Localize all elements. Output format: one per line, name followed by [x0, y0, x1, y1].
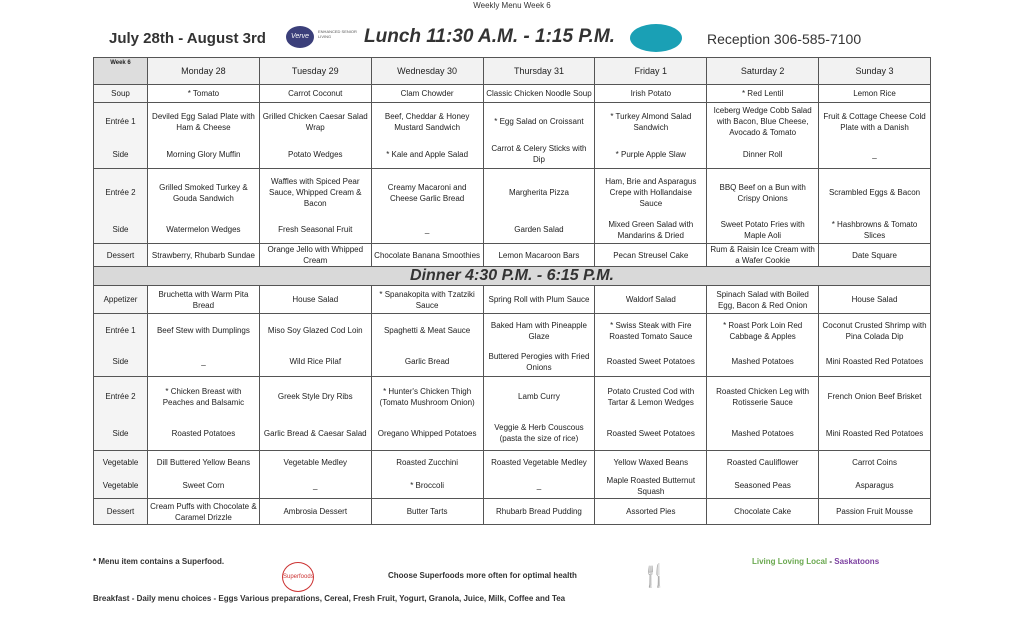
dinner-hours: Dinner 4:30 P.M. - 6:15 P.M.: [94, 267, 931, 286]
superfood-tagline: Choose Superfoods more often for optimal health: [388, 571, 577, 580]
menu-cell: Carrot Coconut: [259, 85, 371, 103]
menu-cell: House Salad: [259, 286, 371, 314]
row-label: Vegetable: [94, 474, 148, 499]
lunch-hours: Lunch 11:30 A.M. - 1:15 P.M.: [364, 26, 615, 47]
menu-cell: _: [819, 141, 931, 169]
menu-cell: Vegetable Medley: [259, 451, 371, 474]
menu-cell: Margherita Pizza: [483, 169, 595, 217]
menu-cell: Fruit & Cottage Cheese Cold Plate with a Danish: [819, 103, 931, 141]
fork-knife-icon: 🍴: [641, 563, 669, 588]
day-header: Sunday 3: [819, 58, 931, 85]
menu-row: [94, 141, 931, 169]
menu-cell: Roasted Vegetable Medley: [483, 451, 595, 474]
row-label: Entrée 2: [94, 169, 148, 217]
menu-cell: Assorted Pies: [595, 499, 707, 525]
menu-row: [94, 244, 931, 267]
day-header: Friday 1: [595, 58, 707, 85]
menu-cell: Strawberry, Rhubarb Sundae: [148, 244, 260, 267]
menu-cell: * Purple Apple Slaw: [595, 141, 707, 169]
date-range: July 28th - August 3rd: [109, 30, 266, 47]
menu-cell: * Roast Pork Loin Red Cabbage & Apples: [707, 314, 819, 348]
menu-row: [94, 451, 931, 474]
menu-cell: * Egg Salad on Croissant: [483, 103, 595, 141]
menu-cell: Asparagus: [819, 474, 931, 499]
residence-logo: [630, 24, 682, 52]
row-label: Entrée 1: [94, 103, 148, 141]
living-local-label: Living Loving Local: [752, 557, 828, 566]
menu-cell: Deviled Egg Salad Plate with Ham & Cheese: [148, 103, 260, 141]
menu-cell: * Hashbrowns & Tomato Slices: [819, 217, 931, 244]
menu-cell: French Onion Beef Brisket: [819, 377, 931, 417]
menu-cell: * Swiss Steak with Fire Roasted Tomato Sauce: [595, 314, 707, 348]
menu-cell: Scrambled Eggs & Bacon: [819, 169, 931, 217]
menu-cell: Ambrosia Dessert: [259, 499, 371, 525]
menu-cell: Lamb Curry: [483, 377, 595, 417]
menu-cell: Yellow Waxed Beans: [595, 451, 707, 474]
menu-cell: Beef Stew with Dumplings: [148, 314, 260, 348]
menu-cell: Greek Style Dry Ribs: [259, 377, 371, 417]
menu-cell: Fresh Seasonal Fruit: [259, 217, 371, 244]
superfood-note: * Menu item contains a Superfood.: [93, 557, 225, 566]
lunch-section: [94, 85, 931, 267]
menu-cell: Garlic Bread & Caesar Salad: [259, 417, 371, 451]
row-label: Appetizer: [94, 286, 148, 314]
menu-cell: Roasted Sweet Potatoes: [595, 417, 707, 451]
superfoods-logo: Superfoods: [282, 562, 314, 592]
row-label: Dessert: [94, 244, 148, 267]
menu-cell: Roasted Chicken Leg with Rotisserie Sauce: [707, 377, 819, 417]
menu-cell: Wild Rice Pilaf: [259, 348, 371, 377]
menu-cell: _: [483, 474, 595, 499]
menu-cell: Roasted Sweet Potatoes: [595, 348, 707, 377]
menu-cell: Morning Glory Muffin: [148, 141, 260, 169]
menu-cell: Grilled Chicken Caesar Salad Wrap: [259, 103, 371, 141]
menu-cell: Coconut Crusted Shrimp with Pina Colada Dip: [819, 314, 931, 348]
menu-cell: Baked Ham with Pineapple Glaze: [483, 314, 595, 348]
week-label: Week 6: [94, 58, 148, 85]
menu-cell: Spring Roll with Plum Sauce: [483, 286, 595, 314]
menu-cell: Seasoned Peas: [707, 474, 819, 499]
menu-cell: Carrot & Celery Sticks with Dip: [483, 141, 595, 169]
menu-cell: Date Square: [819, 244, 931, 267]
row-label: Entrée 1: [94, 314, 148, 348]
menu-row: [94, 286, 931, 314]
menu-row: [94, 314, 931, 348]
menu-cell: * Chicken Breast with Peaches and Balsamic: [148, 377, 260, 417]
menu-cell: Roasted Potatoes: [148, 417, 260, 451]
menu-cell: Creamy Macaroni and Cheese Garlic Bread: [371, 169, 483, 217]
menu-cell: Beef, Cheddar & Honey Mustard Sandwich: [371, 103, 483, 141]
menu-cell: Passion Fruit Mousse: [819, 499, 931, 525]
day-header: Saturday 2: [707, 58, 819, 85]
menu-cell: Garlic Bread: [371, 348, 483, 377]
menu-cell: Roasted Zucchini: [371, 451, 483, 474]
menu-cell: Lemon Rice: [819, 85, 931, 103]
verve-logo: Verve: [286, 26, 314, 48]
day-header-row: [94, 58, 931, 85]
menu-row: [94, 103, 931, 141]
day-header: Thursday 31: [483, 58, 595, 85]
row-label: Side: [94, 348, 148, 377]
menu-row: [94, 499, 931, 525]
menu-cell: Waffles with Spiced Pear Sauce, Whipped Cream & Bacon: [259, 169, 371, 217]
row-label: Side: [94, 217, 148, 244]
menu-cell: Sweet Potato Fries with Maple Aoli: [707, 217, 819, 244]
day-header: Wednesday 30: [371, 58, 483, 85]
menu-cell: Roasted Cauliflower: [707, 451, 819, 474]
menu-cell: Butter Tarts: [371, 499, 483, 525]
menu-cell: * Hunter's Chicken Thigh (Tomato Mushroom Onion): [371, 377, 483, 417]
menu-cell: Dinner Roll: [707, 141, 819, 169]
menu-cell: Potato Crusted Cod with Tartar & Lemon Wedges: [595, 377, 707, 417]
menu-cell: Cream Puffs with Chocolate & Caramel Drizzle: [148, 499, 260, 525]
menu-cell: Sweet Corn: [148, 474, 260, 499]
menu-cell: Irish Potato: [595, 85, 707, 103]
menu-cell: * Broccoli: [371, 474, 483, 499]
menu-cell: Clam Chowder: [371, 85, 483, 103]
menu-cell: * Kale and Apple Salad: [371, 141, 483, 169]
menu-cell: _: [259, 474, 371, 499]
page-caption: Weekly Menu Week 6: [473, 1, 551, 10]
row-label: Side: [94, 417, 148, 451]
menu-cell: House Salad: [819, 286, 931, 314]
separator: -: [827, 557, 835, 566]
dinner-header-row: [94, 267, 931, 286]
menu-cell: Veggie & Herb Couscous (pasta the size of rice): [483, 417, 595, 451]
menu-cell: Rhubarb Bread Pudding: [483, 499, 595, 525]
living-local-note: [752, 557, 879, 566]
menu-cell: BBQ Beef on a Bun with Crispy Onions: [707, 169, 819, 217]
menu-cell: Carrot Coins: [819, 451, 931, 474]
menu-cell: Potato Wedges: [259, 141, 371, 169]
menu-cell: * Tomato: [148, 85, 260, 103]
menu-cell: Mixed Green Salad with Mandarins & Dried: [595, 217, 707, 244]
menu-row: [94, 348, 931, 377]
menu-cell: Waldorf Salad: [595, 286, 707, 314]
menu-cell: Chocolate Banana Smoothies: [371, 244, 483, 267]
menu-cell: * Spanakopita with Tzatziki Sauce: [371, 286, 483, 314]
menu-cell: * Turkey Almond Salad Sandwich: [595, 103, 707, 141]
saskatoons-label: Saskatoons: [834, 557, 880, 566]
reception-phone: Reception 306-585-7100: [707, 31, 862, 47]
row-label: Side: [94, 141, 148, 169]
menu-cell: Ham, Brie and Asparagus Crepe with Hollandaise Sauce: [595, 169, 707, 217]
menu-cell: Orange Jello with Whipped Cream: [259, 244, 371, 267]
menu-row: [94, 169, 931, 217]
menu-cell: Chocolate Cake: [707, 499, 819, 525]
menu-row: [94, 417, 931, 451]
menu-cell: Dill Buttered Yellow Beans: [148, 451, 260, 474]
menu-cell: Buttered Perogies with Fried Onions: [483, 348, 595, 377]
menu-cell: Watermelon Wedges: [148, 217, 260, 244]
menu-cell: _: [371, 217, 483, 244]
menu-cell: Miso Soy Glazed Cod Loin: [259, 314, 371, 348]
menu-cell: Grilled Smoked Turkey & Gouda Sandwich: [148, 169, 260, 217]
menu-cell: Mashed Potatoes: [707, 348, 819, 377]
menu-cell: Mini Roasted Red Potatoes: [819, 348, 931, 377]
menu-cell: Rum & Raisin Ice Cream with a Wafer Cookie: [707, 244, 819, 267]
menu-cell: Oregano Whipped Potatoes: [371, 417, 483, 451]
menu-cell: Mashed Potatoes: [707, 417, 819, 451]
menu-cell: Lemon Macaroon Bars: [483, 244, 595, 267]
menu-cell: Bruchetta with Warm Pita Bread: [148, 286, 260, 314]
menu-cell: Pecan Streusel Cake: [595, 244, 707, 267]
menu-cell: Iceberg Wedge Cobb Salad with Bacon, Blue Cheese, Avocado & Tomato: [707, 103, 819, 141]
menu-row: [94, 217, 931, 244]
row-label: Dessert: [94, 499, 148, 525]
dinner-section: [94, 286, 931, 525]
menu-cell: Mini Roasted Red Potatoes: [819, 417, 931, 451]
day-header: Tuesday 29: [259, 58, 371, 85]
menu-cell: Classic Chicken Noodle Soup: [483, 85, 595, 103]
row-label: Vegetable: [94, 451, 148, 474]
menu-cell: Spinach Salad with Boiled Egg, Bacon & Red Onion: [707, 286, 819, 314]
menu-row: [94, 85, 931, 103]
menu-row: [94, 377, 931, 417]
breakfast-note: Breakfast - Daily menu choices - Eggs Various preparations, Cereal, Fresh Fruit, Yogurt, Granola, Juice, Milk, Coffee and Tea: [93, 594, 566, 603]
menu-cell: Spaghetti & Meat Sauce: [371, 314, 483, 348]
menu-cell: Garden Salad: [483, 217, 595, 244]
header: [0, 22, 1024, 56]
verve-logo-text: ENHANCED SENIOR LIVING: [318, 29, 357, 39]
menu-cell: _: [148, 348, 260, 377]
row-label: Soup: [94, 85, 148, 103]
menu-row: [94, 474, 931, 499]
menu-table: [93, 57, 931, 525]
menu-cell: Maple Roasted Butternut Squash: [595, 474, 707, 499]
menu-cell: * Red Lentil: [707, 85, 819, 103]
row-label: Entrée 2: [94, 377, 148, 417]
day-header: Monday 28: [148, 58, 260, 85]
